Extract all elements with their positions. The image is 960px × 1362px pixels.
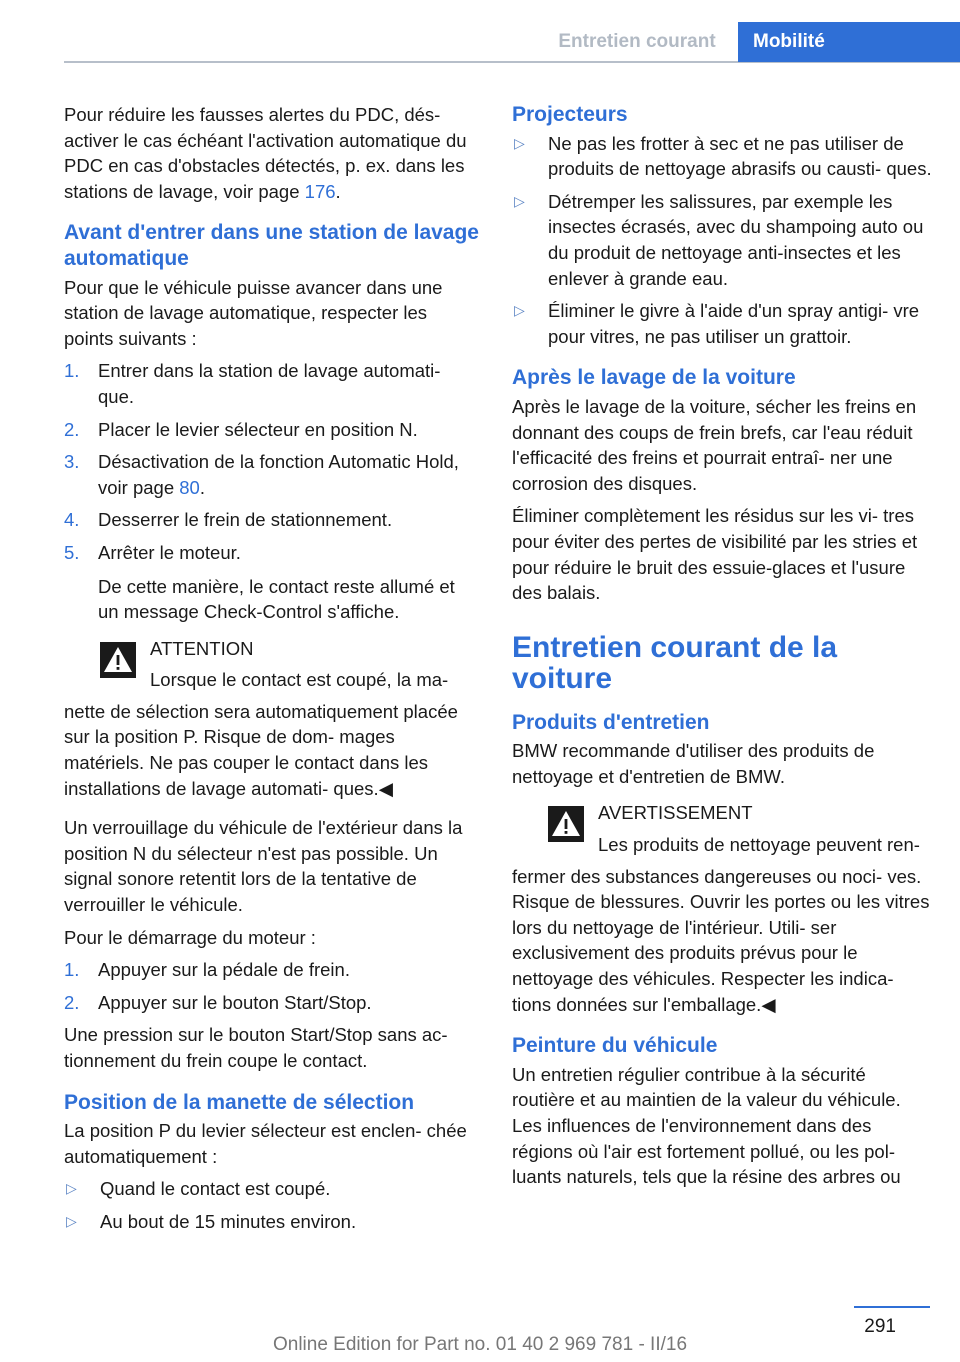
tab-mobilite[interactable]: Mobilité: [738, 22, 960, 62]
paint-paragraph: Un entretien régulier contribue à la sécurité routière et au maintien de la valeur du véhicule. Les influences de l'environnement dans des régions où l'air est fortement pollué, ou les pol‐ luants naturels, tels que la résine des arbres ou: [512, 1063, 901, 1188]
list-item: 2. Appuyer sur le bouton Start/Stop.: [64, 990, 480, 1016]
warning-triangle-icon: [100, 642, 136, 678]
list-item: 1. Appuyer sur la pédale de frein.: [64, 957, 480, 983]
section-title-selector: Position de la manette de sélection: [64, 1090, 415, 1114]
step-number: 1.: [64, 959, 80, 981]
lock-paragraph: Un verrouillage du véhicule de l'extérieur dans la position N du sélecteur n'est pas possible. Un signal sonore retentit lors de la tentative de verrouiller le véhicule.: [64, 817, 463, 916]
section-title-products: Produits d'entretien: [512, 710, 710, 734]
avertissement-text: fermer des substances dangereuses ou noci‐ ves. Risque de blessures. Ouvrir les portes ou les vitres lors du nettoyage de l'intérieur. Utili‐ ser exclusivement des produits prévus pour le nettoyage des véhicules. Respecter les indica‐ tions données sur l'emballage.◀: [512, 865, 930, 1015]
triangle-bullet-icon: ▷: [66, 1180, 77, 1197]
car-wash-steps: [64, 358, 480, 624]
section-text-car-wash: Pour que le véhicule puisse avancer dans une station de lavage automatique, respecter les points suivants :: [64, 276, 443, 349]
avertissement-label: AVERTISSEMENT: [598, 802, 753, 824]
triangle-bullet-icon: ▷: [514, 192, 525, 209]
step-number: 1.: [64, 360, 80, 382]
section-title-projecteurs: Projecteurs: [512, 103, 628, 126]
section-text-selector: La position P du levier sélecteur est enclen‐ chée automatiquement :: [64, 1120, 467, 1167]
page-number: 291: [864, 1316, 896, 1337]
page-link-176[interactable]: 176: [304, 180, 336, 202]
triangle-bullet-icon: ▷: [514, 302, 525, 319]
section-title-car-wash: Avant d'entrer dans une station de lavage automatique: [64, 221, 479, 270]
start-steps: [64, 957, 480, 1015]
chapter-title: Entretien courant de la voiture: [512, 630, 838, 695]
list-item: 4. Desserrer le frein de stationnement.: [64, 507, 480, 533]
intro-paragraph: Pour réduire les fausses alertes du PDC, dés- activer le cas échéant l'activation automatique du PDC en cas d'obstacles détectés, p. ex. dans les stations de lavage, voir page 176.: [64, 104, 467, 202]
projecteurs-bullets: [512, 131, 932, 350]
right-column: [512, 102, 932, 1197]
list-item: 2. Placer le levier sélecteur en position N.: [64, 417, 480, 443]
section-title-paint: Peinture du véhicule: [512, 1034, 718, 1058]
list-item: 3. Désactivation de la fonction Automatic Hold, voir page 80.: [64, 449, 480, 500]
attention-box: ATTENTION Lorsque le contact est coupé, la ma‐ nette de sélection sera automatiquement placée sur la position P. Risque de dom‐ mages matériels. Ne pas couper le contact dans les installations de lavage automati‐ ques.◀: [64, 636, 480, 802]
press-paragraph: Une pression sur le bouton Start/Stop sans ac‐ tionnement du frein coupe le contact.: [64, 1024, 448, 1071]
list-item: ▷ Quand le contact est coupé.: [64, 1176, 480, 1202]
step-number: 2.: [64, 991, 80, 1013]
list-item: 1. Entrer dans la station de lavage automati‐ que.: [64, 358, 480, 409]
edition-footer: Online Edition for Part no. 01 40 2 969 781 - II/16: [272, 1334, 688, 1355]
left-column: [64, 102, 480, 1242]
start-paragraph: Pour le démarrage du moteur :: [64, 926, 316, 948]
page-link-80[interactable]: 80: [179, 476, 200, 498]
warning-triangle-icon: [548, 806, 584, 842]
attention-text: nette de sélection sera automatiquement placée sur la position P. Risque de dom‐ mages matériels. Ne pas couper le contact dans les installations de lavage automati‐ ques.◀: [64, 700, 458, 799]
step-note: De cette manière, le contact reste allumé et un message Check-Control s'affiche.: [98, 575, 455, 623]
list-item: ▷ Ne pas les frotter à sec et ne pas utiliser de produits de nettoyage abrasifs ou causti‐ ques.: [512, 131, 932, 182]
list-item: ▷ Détremper les salissures, par exemple les insectes écrasés, avec du shampoing auto ou du produit de nettoyage anti-insectes et les enlever à grande eau.: [512, 189, 932, 291]
list-item: ▷ Éliminer le givre à l'aide d'un spray antigi‐ vre pour vitres, ne pas utiliser un grattoir.: [512, 298, 932, 349]
triangle-bullet-icon: ▷: [66, 1212, 77, 1229]
avertissement-box: AVERTISSEMENT Les produits de nettoyage peuvent ren‐ fermer des substances dangereuses ou noci‐ ves. Risque de blessures. Ouvrir les portes ou les vitres lors du nettoyage de l'intérieur. Utili‐ ser exclusivement des produits prévus pour le nettoyage des véhicules. Respecter les indica‐ tions données sur l'emballage.◀: [512, 800, 932, 1017]
tab-entretien-courant[interactable]: Entretien courant: [558, 31, 716, 52]
triangle-bullet-icon: ▷: [514, 134, 525, 151]
after-wash-paragraph-1: Après le lavage de la voiture, sécher les freins en donnant des coups de frein brefs, car l'eau réduit l'efficacité des freins et pourrait entraî‐ ner une corrosion des disques.: [512, 395, 917, 494]
products-paragraph: BMW recommande d'utiliser des produits de nettoyage et d'entretien de BMW.: [512, 740, 875, 787]
selector-bullets: [64, 1176, 480, 1234]
list-item: 5. Arrêter le moteur. De cette manière, le contact reste allumé et un message Check-Control s'affiche.: [64, 540, 480, 625]
step-number: 5.: [64, 541, 80, 563]
step-number: 4.: [64, 509, 80, 531]
step-number: 3.: [64, 451, 80, 473]
footer-rule: [854, 1306, 930, 1308]
attention-label: ATTENTION: [150, 637, 254, 659]
after-wash-paragraph-2: Éliminer complètement les résidus sur les vi‐ tres pour éviter des pertes de visibilité par les stries et pour réduire le bruit des essuie-glaces et l'usure des balais.: [512, 505, 918, 604]
list-item: ▷ Au bout de 15 minutes environ.: [64, 1209, 480, 1235]
section-title-after-wash: Après le lavage de la voiture: [512, 366, 796, 390]
step-number: 2.: [64, 418, 80, 440]
